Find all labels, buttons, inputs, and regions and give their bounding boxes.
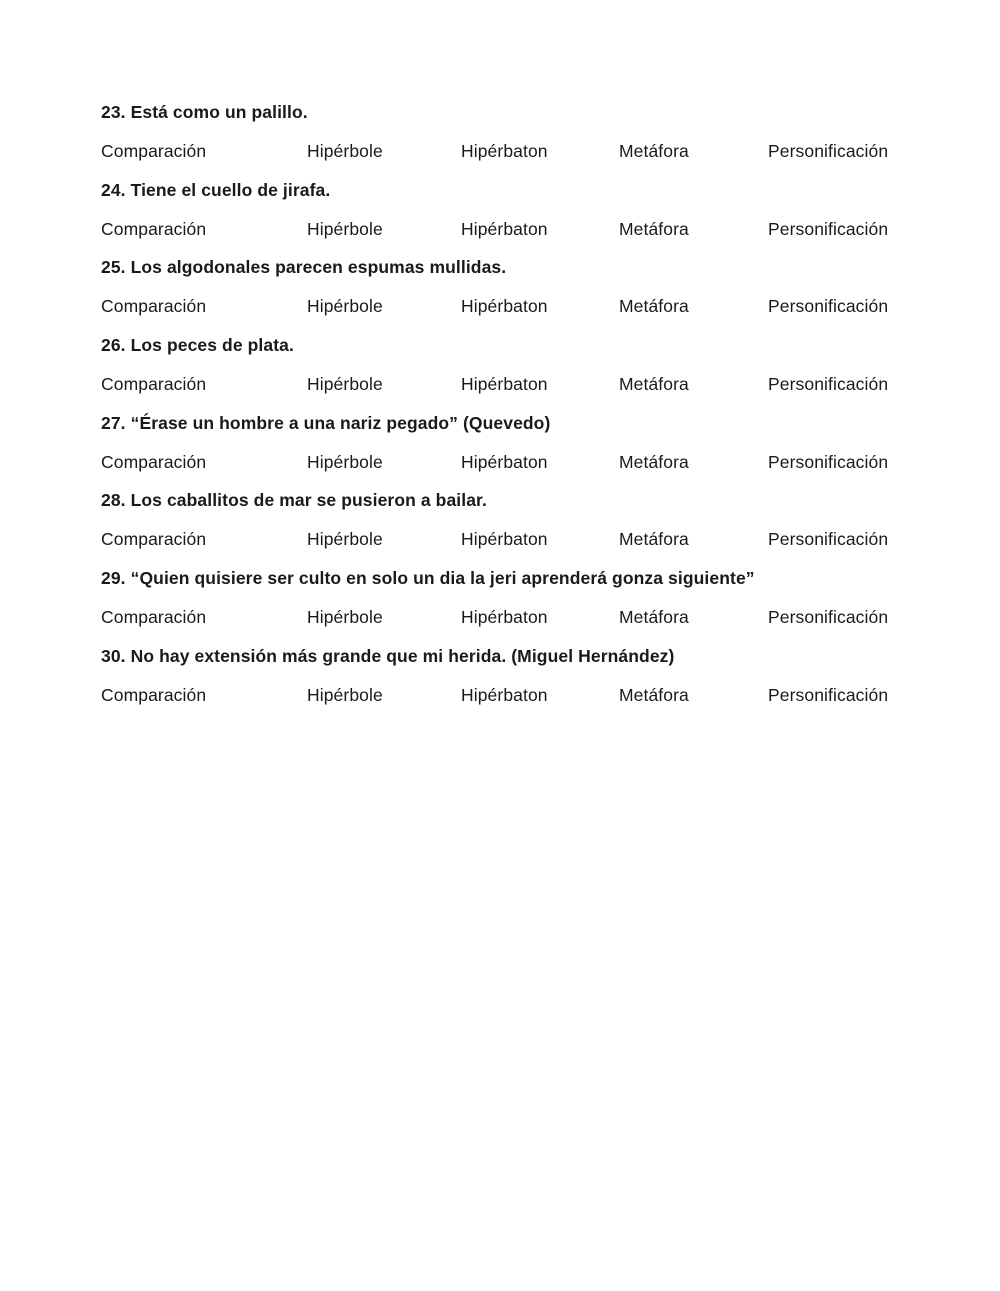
option-personificacion[interactable]: Personificación xyxy=(768,607,889,628)
option-hiperbole[interactable]: Hipérbole xyxy=(307,607,383,628)
option-hiperbole[interactable]: Hipérbole xyxy=(307,684,383,705)
option-hiperbole[interactable]: Hipérbole xyxy=(307,296,383,317)
option-hiperbole[interactable]: Hipérbole xyxy=(307,451,383,472)
question-text: 23. Está como un palillo. xyxy=(101,102,308,122)
option-comparacion[interactable]: Comparación xyxy=(101,218,207,239)
option-personificacion[interactable]: Personificación xyxy=(768,218,889,239)
option-personificacion[interactable]: Personificación xyxy=(768,451,889,472)
answer-options xyxy=(101,141,921,165)
option-metafora[interactable]: Metáfora xyxy=(619,218,689,239)
question-text: 28. Los caballitos de mar se pusieron a bailar. xyxy=(101,490,487,511)
option-metafora[interactable]: Metáfora xyxy=(619,296,689,317)
answer-options xyxy=(101,685,921,709)
option-comparacion[interactable]: Comparación xyxy=(101,374,207,395)
option-metafora[interactable]: Metáfora xyxy=(619,451,689,472)
question-30 xyxy=(101,644,921,722)
question-text: 24. Tiene el cuello de jirafa. xyxy=(101,179,331,200)
question-26 xyxy=(101,333,921,411)
option-hiperbaton[interactable]: Hipérbaton xyxy=(461,607,548,628)
option-hiperbaton[interactable]: Hipérbaton xyxy=(461,141,548,161)
option-metafora[interactable]: Metáfora xyxy=(619,374,689,395)
answer-options xyxy=(101,219,921,243)
answer-options xyxy=(101,296,921,320)
question-29 xyxy=(101,566,921,644)
option-hiperbaton[interactable]: Hipérbaton xyxy=(461,451,548,472)
question-text: 27. “Érase un hombre a una nariz pegado” (Quevedo) xyxy=(101,412,551,433)
option-hiperbaton[interactable]: Hipérbaton xyxy=(461,374,548,395)
answer-options xyxy=(101,529,921,553)
option-hiperbaton[interactable]: Hipérbaton xyxy=(461,684,548,705)
question-text: 30. No hay extensión más grande que mi herida. (Miguel Hernández) xyxy=(101,645,675,666)
option-metafora[interactable]: Metáfora xyxy=(619,684,689,705)
option-comparacion[interactable]: Comparación xyxy=(101,607,207,628)
worksheet xyxy=(101,100,921,722)
question-25 xyxy=(101,255,921,333)
answer-options xyxy=(101,452,921,476)
option-personificacion[interactable]: Personificación xyxy=(768,141,889,161)
option-hiperbole[interactable]: Hipérbole xyxy=(307,141,383,161)
option-personificacion[interactable]: Personificación xyxy=(768,296,889,317)
option-hiperbaton[interactable]: Hipérbaton xyxy=(461,296,548,317)
option-hiperbole[interactable]: Hipérbole xyxy=(307,374,383,395)
question-23 xyxy=(101,100,921,178)
question-text: 29. “Quien quisiere ser culto en solo un dia la jeri aprenderá gonza siguiente” xyxy=(101,568,755,589)
option-comparacion[interactable]: Comparación xyxy=(101,451,207,472)
option-metafora[interactable]: Metáfora xyxy=(619,141,689,161)
option-personificacion[interactable]: Personificación xyxy=(768,529,889,550)
answer-options xyxy=(101,607,921,631)
option-personificacion[interactable]: Personificación xyxy=(768,684,889,705)
question-28 xyxy=(101,488,921,566)
option-personificacion[interactable]: Personificación xyxy=(768,374,889,395)
option-metafora[interactable]: Metáfora xyxy=(619,607,689,628)
option-comparacion[interactable]: Comparación xyxy=(101,529,207,550)
answer-options xyxy=(101,374,921,398)
option-hiperbole[interactable]: Hipérbole xyxy=(307,218,383,239)
option-hiperbole[interactable]: Hipérbole xyxy=(307,529,383,550)
option-hiperbaton[interactable]: Hipérbaton xyxy=(461,218,548,239)
question-24 xyxy=(101,178,921,256)
question-text: 25. Los algodonales parecen espumas mullidas. xyxy=(101,257,507,278)
question-text: 26. Los peces de plata. xyxy=(101,335,294,356)
option-comparacion[interactable]: Comparación xyxy=(101,684,207,705)
option-metafora[interactable]: Metáfora xyxy=(619,529,689,550)
option-comparacion[interactable]: Comparación xyxy=(101,141,207,161)
option-hiperbaton[interactable]: Hipérbaton xyxy=(461,529,548,550)
question-27 xyxy=(101,411,921,489)
option-comparacion[interactable]: Comparación xyxy=(101,296,207,317)
